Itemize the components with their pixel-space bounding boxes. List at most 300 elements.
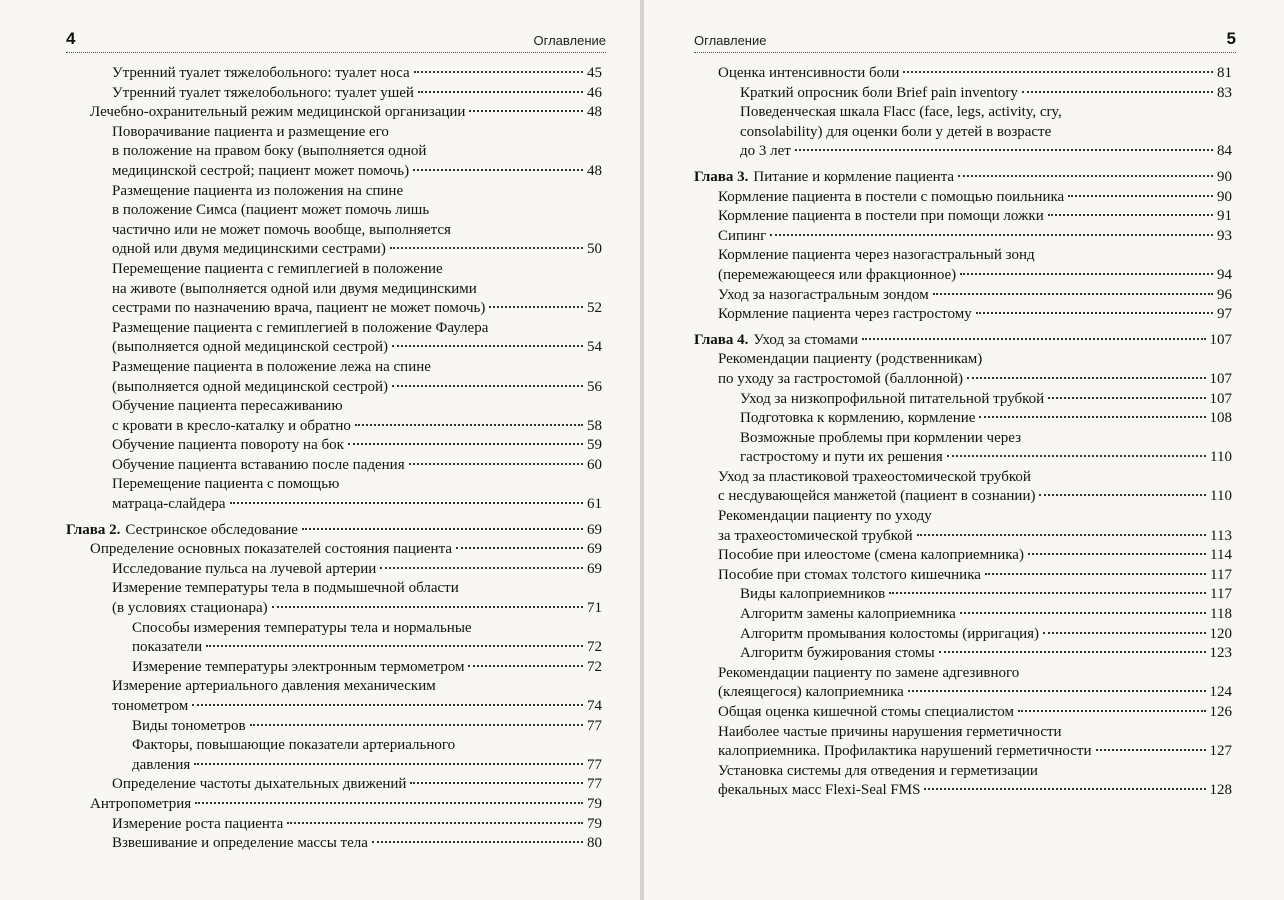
toc-entry-title: в положение на правом боку (выполняется одной: [112, 143, 427, 160]
toc-entry-title: Факторы, повышающие показатели артериального: [132, 737, 456, 754]
toc-entry-title: Антропометрия: [90, 795, 192, 812]
toc-page-number: 126: [1209, 704, 1232, 720]
toc-page-number: 69: [587, 541, 602, 558]
toc-line: [694, 390, 1232, 410]
toc-page-number: 123: [1209, 645, 1232, 662]
toc-entry: [694, 644, 1232, 664]
toc-line: [66, 579, 602, 599]
dot-leader: [939, 651, 1206, 653]
dot-leader: [795, 149, 1213, 151]
toc-line: [66, 456, 602, 476]
toc-entry-title: Оценка интенсивности боли: [718, 65, 900, 81]
chapter-entry: [694, 331, 1232, 351]
toc-line: [694, 683, 1232, 703]
dot-leader: [206, 645, 583, 647]
toc-entry-title: Подготовка к кормлению, кормление: [740, 410, 976, 427]
toc-page-number: 71: [587, 600, 602, 617]
toc-entry: [66, 182, 602, 260]
toc-line: [66, 599, 602, 619]
toc-entry-title: Кормление пациента через назогастральный зонд: [718, 247, 1035, 264]
toc-entry: [66, 123, 602, 182]
toc-entry: [694, 468, 1232, 507]
toc-entry-title: Поведенческая шкала Flacc (face, legs, activity, cry,: [740, 104, 1062, 121]
toc-entry: [694, 566, 1232, 586]
toc-page-number: 113: [1210, 527, 1232, 544]
toc-page-number: 91: [1217, 208, 1232, 225]
toc-page-number: 60: [587, 456, 602, 473]
toc-line: [694, 227, 1232, 247]
toc-line: [694, 168, 1232, 188]
toc-line: [694, 566, 1232, 586]
toc-page-number: 77: [587, 717, 602, 734]
toc-entry-title: Алгоритм промывания колостомы (ирригация): [740, 625, 1040, 642]
toc-entry-title: Обучение пациента пересаживанию: [112, 398, 343, 415]
toc-line: [66, 299, 602, 319]
toc-entry-title: Измерение температуры электронным термометром: [132, 658, 465, 675]
toc-entry-title: Размещение пациента с гемиплегией в положение Фаулера: [112, 319, 489, 336]
dot-leader: [1048, 214, 1213, 216]
toc-line: [694, 207, 1232, 227]
toc-entry-title: Размещение пациента из положения на спине: [112, 182, 404, 199]
toc-line: [694, 507, 1232, 527]
toc-line: [66, 475, 602, 495]
toc-entry-title: Измерение температуры тела в подмышечной области: [112, 580, 459, 597]
toc-page-number: 118: [1210, 606, 1232, 623]
toc-entry-title: Уход за пластиковой трахеостомической трубкой: [718, 468, 1031, 485]
toc-entry: [66, 64, 602, 84]
toc-line: [66, 319, 602, 339]
toc-line: [66, 658, 602, 678]
dot-leader: [933, 293, 1213, 295]
dot-leader: [960, 273, 1213, 275]
right-toc-list: [694, 64, 1232, 801]
toc-page-number: 107: [1209, 331, 1232, 348]
dot-leader: [908, 690, 1206, 692]
toc-page-number: 97: [1217, 306, 1232, 323]
toc-entry-title: Уход за низкопрофильной питательной трубкой: [740, 390, 1045, 407]
toc-line: [66, 123, 602, 143]
dot-leader: [489, 306, 583, 308]
toc-page-number: 94: [1217, 266, 1232, 283]
toc-entry-title: Алгоритм бужирования стомы: [740, 645, 935, 662]
toc-entry-title: Краткий опросник боли Brief pain inventory: [740, 84, 1018, 101]
toc-line: [66, 84, 602, 104]
toc-entry: [66, 475, 602, 514]
toc-entry: [694, 246, 1232, 285]
dot-leader: [976, 312, 1213, 314]
toc-entry-title: Измерение роста пациента: [112, 815, 284, 832]
dot-leader: [372, 841, 583, 843]
toc-line: [66, 260, 602, 280]
toc-page-number: 128: [1209, 782, 1232, 799]
left-toc-list: [66, 64, 602, 854]
left-page: [0, 0, 641, 900]
toc-line: [694, 605, 1232, 625]
toc-line: [66, 358, 602, 378]
toc-page-number: 114: [1210, 547, 1232, 564]
toc-entry-title: (перемежающееся или фракционное): [718, 266, 957, 283]
chapter-entry: [66, 521, 602, 541]
toc-entry-title: Алгоритм замены калоприемника: [740, 606, 956, 623]
right-running-header: [694, 30, 1236, 53]
toc-page-number: 72: [587, 658, 602, 675]
toc-line: [66, 795, 602, 815]
toc-entry: [694, 286, 1232, 306]
toc-line: [66, 221, 602, 241]
toc-entry-title: тонометром: [112, 698, 189, 714]
toc-page-number: 108: [1209, 410, 1232, 427]
toc-line: [66, 436, 602, 456]
toc-page-number: 69: [587, 521, 602, 538]
toc-entry-title: Поворачивание пациента и размещение его: [112, 123, 389, 140]
toc-entry: [66, 358, 602, 397]
toc-entry: [66, 815, 602, 835]
toc-line: [66, 240, 602, 260]
left-page-number: 4: [66, 29, 76, 48]
toc-entry-title: consolability) для оценки боли у детей в возрасте: [740, 123, 1052, 140]
toc-entry: [694, 188, 1232, 208]
toc-entry-title: (клеящегося) калоприемника: [718, 684, 904, 701]
toc-line: [694, 448, 1232, 468]
toc-page-number: 120: [1209, 625, 1232, 642]
toc-line: [694, 305, 1232, 325]
dot-leader: [1018, 710, 1206, 712]
toc-line: [694, 703, 1232, 723]
toc-line: [694, 546, 1232, 566]
toc-page-number: 54: [587, 339, 602, 356]
toc-entry-title: с несдувающейся манжетой (пациент в сознании): [718, 488, 1036, 505]
dot-leader: [409, 463, 583, 465]
toc-line: [694, 188, 1232, 208]
dot-leader: [1028, 553, 1206, 555]
toc-entry-title: на животе (выполняется одной или двумя медицинскими: [112, 280, 477, 297]
toc-line: [66, 378, 602, 398]
toc-entry: [694, 227, 1232, 247]
toc-entry: [66, 103, 602, 123]
toc-line: [66, 638, 602, 658]
toc-line: [694, 664, 1232, 684]
toc-line: [694, 468, 1232, 488]
toc-entry-title: Питание и кормление пациента: [753, 168, 955, 185]
dot-leader: [456, 547, 583, 549]
toc-page-number: 96: [1217, 286, 1232, 303]
toc-entry-title: Сестринское обследование: [125, 521, 298, 538]
toc-entry-title: (выполняется одной медицинской сестрой): [112, 339, 389, 356]
dot-leader: [967, 377, 1205, 379]
toc-entry: [694, 429, 1232, 468]
toc-entry-title: Наиболее частые причины нарушения герметичности: [718, 723, 1062, 740]
toc-page-number: 69: [587, 560, 602, 577]
toc-entry-title: Лечебно-охранительный режим медицинской организации: [90, 104, 466, 121]
toc-page-number: 59: [587, 437, 602, 454]
dot-leader: [958, 175, 1213, 177]
toc-line: [694, 585, 1232, 605]
toc-line: [694, 286, 1232, 306]
toc-line: [694, 123, 1232, 143]
toc-line: [694, 625, 1232, 645]
toc-entry-title: Обучение пациента вставанию после падения: [112, 456, 405, 473]
right-page: [644, 0, 1284, 900]
toc-entry-title: Сипинг: [718, 227, 767, 244]
toc-entry: [66, 736, 602, 775]
toc-entry-title: калоприемника. Профилактика нарушений герметичности: [718, 743, 1092, 760]
toc-entry: [694, 723, 1232, 762]
toc-entry-title: показатели: [132, 639, 203, 656]
toc-entry: [694, 409, 1232, 429]
toc-entry: [694, 305, 1232, 325]
toc-entry: [66, 84, 602, 104]
dot-leader: [392, 345, 583, 347]
toc-entry-title: Размещение пациента в положение лежа на спине: [112, 358, 431, 375]
toc-entry-title: Рекомендации пациенту по замене адгезивного: [718, 664, 1020, 681]
toc-line: [66, 521, 602, 541]
toc-line: [694, 487, 1232, 507]
right-page-number: 5: [1226, 29, 1236, 48]
toc-entry-title: Кормление пациента через гастростому: [718, 306, 972, 323]
toc-entry: [694, 605, 1232, 625]
dot-leader: [1048, 397, 1205, 399]
dot-leader: [985, 573, 1206, 575]
toc-page-number: 72: [587, 639, 602, 656]
dot-leader: [469, 110, 583, 112]
toc-line: [694, 246, 1232, 266]
dot-leader: [355, 424, 583, 426]
toc-entry: [694, 585, 1232, 605]
dot-leader: [302, 528, 583, 530]
dot-leader: [192, 704, 583, 706]
toc-entry-title: Кормление пациента в постели с помощью поильника: [718, 188, 1065, 205]
toc-entry-title: Утренний туалет тяжелобольного: туалет ушей: [112, 84, 414, 101]
toc-line: [694, 266, 1232, 286]
dot-leader: [1039, 494, 1206, 496]
dot-leader: [230, 502, 583, 504]
toc-page-number: 83: [1217, 84, 1232, 101]
toc-page-number: 79: [587, 815, 602, 832]
toc-line: [66, 540, 602, 560]
toc-page-number: 52: [587, 300, 602, 317]
toc-entry: [694, 84, 1232, 104]
toc-page-number: 93: [1217, 227, 1232, 244]
toc-page-number: 61: [587, 496, 602, 513]
toc-entry-title: Рекомендации пациенту по уходу: [718, 508, 932, 525]
dot-leader: [468, 665, 583, 667]
toc-entry: [66, 540, 602, 560]
toc-line: [66, 280, 602, 300]
toc-entry: [66, 717, 602, 737]
toc-entry: [694, 350, 1232, 389]
toc-entry: [66, 397, 602, 436]
toc-page-number: 124: [1209, 684, 1232, 701]
toc-entry: [694, 625, 1232, 645]
toc-entry-title: в положение Симса (пациент может помочь лишь: [112, 202, 430, 219]
toc-entry-title: фекальных масс Flexi-Seal FMS: [718, 782, 921, 799]
toc-page-number: 77: [587, 756, 602, 773]
toc-line: [66, 756, 602, 776]
toc-entry-title: Установка системы для отведения и герметизации: [718, 762, 1038, 779]
toc-entry-title: Рекомендации пациенту (родственникам): [718, 351, 983, 368]
toc-line: [694, 103, 1232, 123]
toc-entry: [694, 103, 1232, 162]
dot-leader: [1068, 195, 1213, 197]
toc-line: [694, 429, 1232, 449]
toc-entry-title: медицинской сестрой; пациент может помочь): [112, 162, 410, 179]
chapter-label: Глава 2.: [66, 521, 121, 538]
left-running-header: [66, 30, 606, 53]
toc-line: [694, 370, 1232, 390]
toc-line: [66, 142, 602, 162]
dot-leader: [917, 534, 1206, 536]
toc-page-number: 110: [1210, 449, 1232, 466]
toc-line: [66, 697, 602, 717]
toc-entry-title: Пособие при стомах толстого кишечника: [718, 566, 981, 583]
toc-line: [694, 644, 1232, 664]
toc-entry: [66, 677, 602, 716]
toc-entry: [66, 260, 602, 319]
toc-entry-title: сестрами по назначению врача, пациент не может помочь): [112, 300, 486, 317]
toc-entry-title: Перемещение пациента с гемиплегией в положение: [112, 260, 443, 277]
toc-entry-title: (в условиях стационара): [112, 600, 268, 617]
toc-entry: [694, 546, 1232, 566]
toc-entry-title: матраца-слайдера: [112, 496, 226, 513]
toc-entry-title: по уходу за гастростомой (баллонной): [718, 370, 964, 387]
toc-line: [694, 64, 1232, 84]
dot-leader: [924, 788, 1205, 790]
toc-page-number: 48: [587, 104, 602, 121]
toc-page-number: 46: [587, 84, 602, 101]
toc-entry-title: Утренний туалет тяжелобольного: туалет носа: [112, 65, 410, 81]
toc-entry-title: Определение основных показателей состояния пациента: [90, 541, 452, 558]
toc-entry-title: Взвешивание и определение массы тела: [112, 835, 368, 852]
dot-leader: [410, 782, 583, 784]
dot-leader: [194, 763, 583, 765]
toc-entry: [66, 658, 602, 678]
toc-page-number: 107: [1209, 390, 1232, 407]
left-running-title: Оглавление: [533, 33, 606, 48]
toc-page-number: 90: [1217, 168, 1232, 185]
toc-entry: [66, 775, 602, 795]
toc-entry-title: Пособие при илеостоме (смена калоприемника): [718, 547, 1024, 564]
toc-line: [66, 619, 602, 639]
toc-entry: [694, 762, 1232, 801]
toc-entry: [66, 579, 602, 618]
toc-page-number: 80: [587, 835, 602, 852]
dot-leader: [889, 592, 1206, 594]
dot-leader: [413, 169, 583, 171]
toc-entry-title: давления: [132, 756, 191, 773]
dot-leader: [250, 724, 583, 726]
toc-entry: [694, 703, 1232, 723]
toc-entry-title: Исследование пульса на лучевой артерии: [112, 560, 377, 577]
toc-entry-title: Возможные проблемы при кормлении через: [740, 429, 1022, 446]
toc-entry-title: Обучение пациента повороту на бок: [112, 437, 344, 454]
toc-page-number: 58: [587, 417, 602, 434]
toc-page-number: 45: [587, 65, 602, 81]
toc-entry-title: Способы измерения температуры тела и нормальные: [132, 619, 472, 636]
toc-entry-title: Определение частоты дыхательных движений: [112, 776, 407, 793]
toc-page-number: 117: [1210, 586, 1232, 603]
toc-page-number: 50: [587, 241, 602, 258]
toc-entry: [66, 456, 602, 476]
toc-line: [66, 417, 602, 437]
toc-entry: [694, 664, 1232, 703]
toc-entry-title: Виды тонометров: [132, 717, 246, 734]
toc-page-number: 79: [587, 795, 602, 812]
toc-entry: [66, 619, 602, 658]
toc-entry-title: частично или не может помочь вообще, выполняется: [112, 221, 451, 238]
toc-page-number: 84: [1217, 143, 1232, 160]
toc-entry: [694, 64, 1232, 84]
toc-entry-title: с кровати в кресло-каталку и обратно: [112, 417, 351, 434]
toc-line: [66, 775, 602, 795]
toc-line: [694, 723, 1232, 743]
toc-entry-title: Перемещение пациента с помощью: [112, 476, 340, 493]
dot-leader: [862, 338, 1205, 340]
toc-entry-title: Общая оценка кишечной стомы специалистом: [718, 704, 1014, 720]
toc-entry: [66, 834, 602, 854]
toc-page-number: 48: [587, 162, 602, 179]
toc-line: [66, 736, 602, 756]
toc-entry: [66, 436, 602, 456]
dot-leader: [1043, 632, 1205, 634]
toc-entry-title: Уход за назогастральным зондом: [718, 286, 929, 303]
toc-line: [694, 742, 1232, 762]
right-running-title: Оглавление: [694, 33, 767, 48]
toc-line: [66, 201, 602, 221]
toc-entry-title: Кормление пациента в постели при помощи ложки: [718, 208, 1044, 225]
dot-leader: [1022, 91, 1213, 93]
toc-line: [66, 182, 602, 202]
toc-entry: [694, 390, 1232, 410]
dot-leader: [770, 234, 1213, 236]
dot-leader: [960, 612, 1206, 614]
toc-line: [694, 84, 1232, 104]
toc-line: [66, 677, 602, 697]
toc-entry: [694, 207, 1232, 227]
toc-line: [66, 560, 602, 580]
toc-entry: [66, 560, 602, 580]
toc-page-number: 127: [1209, 743, 1232, 760]
toc-page-number: 110: [1210, 488, 1232, 505]
toc-line: [694, 350, 1232, 370]
toc-line: [694, 781, 1232, 801]
toc-page-number: 77: [587, 776, 602, 793]
toc-line: [66, 64, 602, 84]
toc-page-number: 117: [1210, 566, 1232, 583]
toc-page-number: 74: [587, 698, 602, 714]
toc-entry: [66, 319, 602, 358]
toc-line: [66, 162, 602, 182]
toc-page-number: 56: [587, 378, 602, 395]
dot-leader: [979, 416, 1205, 418]
toc-entry-title: (выполняется одной медицинской сестрой): [112, 378, 389, 395]
toc-entry: [66, 795, 602, 815]
toc-line: [66, 495, 602, 515]
dot-leader: [392, 385, 583, 387]
chapter-label: Глава 4.: [694, 331, 749, 348]
toc-line: [694, 409, 1232, 429]
toc-line: [66, 338, 602, 358]
toc-line: [694, 142, 1232, 162]
toc-entry-title: до 3 лет: [740, 143, 791, 160]
dot-leader: [272, 606, 583, 608]
dot-leader: [947, 455, 1206, 457]
chapter-entry: [694, 168, 1232, 188]
dot-leader: [1096, 749, 1206, 751]
dot-leader: [418, 91, 583, 93]
dot-leader: [195, 802, 583, 804]
toc-entry-title: Уход за стомами: [753, 331, 859, 348]
toc-entry-title: одной или двумя медицинскими сестрами): [112, 241, 386, 258]
